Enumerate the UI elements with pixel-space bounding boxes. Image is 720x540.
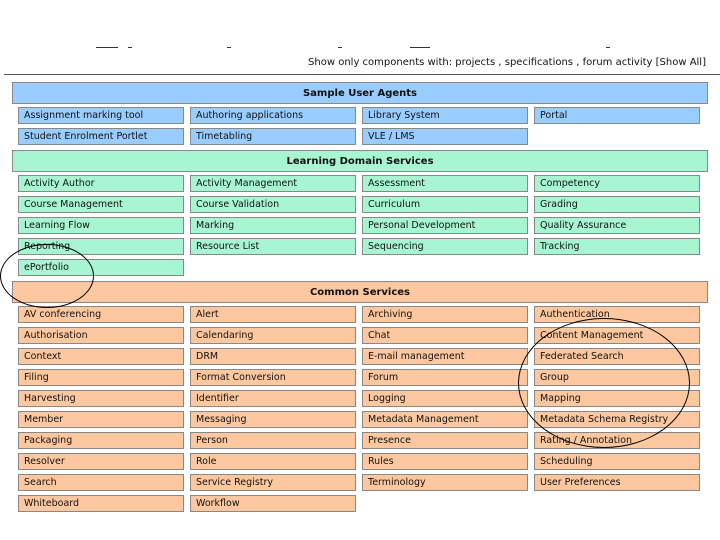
component-cell[interactable]: Rating / Annotation [534, 432, 700, 449]
component-cell[interactable]: Identifier [190, 390, 356, 407]
component-cell[interactable]: Forum [362, 369, 528, 386]
section-learning-domain [12, 150, 708, 276]
component-cell[interactable]: VLE / LMS [362, 128, 528, 145]
component-grid [12, 175, 708, 276]
component-cell[interactable]: Metadata Management [362, 411, 528, 428]
component-cell[interactable]: AV conferencing [18, 306, 184, 323]
component-cell[interactable]: Search [18, 474, 184, 491]
component-cell[interactable]: Assignment marking tool [18, 107, 184, 124]
component-cell[interactable]: Format Conversion [190, 369, 356, 386]
component-cell[interactable]: Logging [362, 390, 528, 407]
component-cell[interactable]: Course Validation [190, 196, 356, 213]
component-cell[interactable]: Scheduling [534, 453, 700, 470]
component-cell[interactable]: Role [190, 453, 356, 470]
component-cell[interactable]: Mapping [534, 390, 700, 407]
component-cell[interactable]: DRM [190, 348, 356, 365]
component-cell[interactable]: Service Registry [190, 474, 356, 491]
section-header: Learning Domain Services [12, 150, 708, 172]
component-cell[interactable]: E-mail management [362, 348, 528, 365]
component-cell[interactable]: Terminology [362, 474, 528, 491]
component-cell[interactable]: Rules [362, 453, 528, 470]
component-cell[interactable]: Assessment [362, 175, 528, 192]
component-cell[interactable]: Archiving [362, 306, 528, 323]
filter-forum-activity-link[interactable]: forum activity [582, 57, 653, 68]
component-cell[interactable]: Chat [362, 327, 528, 344]
section-common-services [12, 281, 708, 512]
component-cell[interactable]: Presence [362, 432, 528, 449]
component-cell[interactable]: Quality Assurance [534, 217, 700, 234]
component-cell[interactable]: Course Management [18, 196, 184, 213]
header-divider [4, 74, 720, 75]
component-cell[interactable]: Tracking [534, 238, 700, 255]
component-cell[interactable]: Timetabling [190, 128, 356, 145]
filter-projects-link[interactable]: projects [455, 57, 496, 68]
components-table [12, 82, 708, 517]
component-cell[interactable]: Resolver [18, 453, 184, 470]
component-cell[interactable]: Personal Development [362, 217, 528, 234]
component-cell[interactable]: Content Management [534, 327, 700, 344]
section-header: Common Services [12, 281, 708, 303]
component-cell[interactable]: Portal [534, 107, 700, 124]
component-cell[interactable]: Calendaring [190, 327, 356, 344]
section-header: Sample User Agents [12, 82, 708, 104]
filter-specifications-link[interactable]: specifications [504, 57, 574, 68]
component-cell[interactable]: Workflow [190, 495, 356, 512]
component-cell[interactable]: Federated Search [534, 348, 700, 365]
component-cell[interactable]: Sequencing [362, 238, 528, 255]
component-cell[interactable]: Learning Flow [18, 217, 184, 234]
component-cell[interactable]: Activity Management [190, 175, 356, 192]
component-cell[interactable]: Authorisation [18, 327, 184, 344]
filter-sep: , [573, 57, 583, 68]
component-cell[interactable]: Member [18, 411, 184, 428]
component-cell[interactable]: Filing [18, 369, 184, 386]
component-cell[interactable]: Authentication [534, 306, 700, 323]
filter-prefix: Show only components with: [308, 57, 456, 68]
component-grid [12, 107, 708, 145]
component-cell[interactable]: Messaging [190, 411, 356, 428]
component-cell[interactable]: Alert [190, 306, 356, 323]
component-cell[interactable]: Harvesting [18, 390, 184, 407]
component-cell[interactable]: Group [534, 369, 700, 386]
component-cell[interactable]: Packaging [18, 432, 184, 449]
component-cell[interactable]: ePortfolio [18, 259, 184, 276]
component-cell[interactable]: Grading [534, 196, 700, 213]
show-all-link[interactable]: [Show All] [655, 57, 706, 68]
component-cell[interactable]: Activity Author [18, 175, 184, 192]
filter-sep: , [495, 57, 505, 68]
component-cell[interactable]: Competency [534, 175, 700, 192]
component-cell[interactable]: Authoring applications [190, 107, 356, 124]
component-cell[interactable]: Marking [190, 217, 356, 234]
filter-bar [308, 57, 706, 68]
component-cell[interactable]: Context [18, 348, 184, 365]
component-cell[interactable]: Person [190, 432, 356, 449]
component-cell[interactable]: Resource List [190, 238, 356, 255]
component-cell[interactable]: Whiteboard [18, 495, 184, 512]
component-grid [12, 306, 708, 512]
component-cell[interactable]: User Preferences [534, 474, 700, 491]
component-cell[interactable]: Library System [362, 107, 528, 124]
component-cell[interactable]: Student Enrolment Portlet [18, 128, 184, 145]
top-artifact-marks [0, 47, 720, 51]
section-user-agents [12, 82, 708, 145]
component-cell[interactable]: Curriculum [362, 196, 528, 213]
component-cell[interactable]: Metadata Schema Registry [534, 411, 700, 428]
component-cell[interactable]: Reporting [18, 238, 184, 255]
